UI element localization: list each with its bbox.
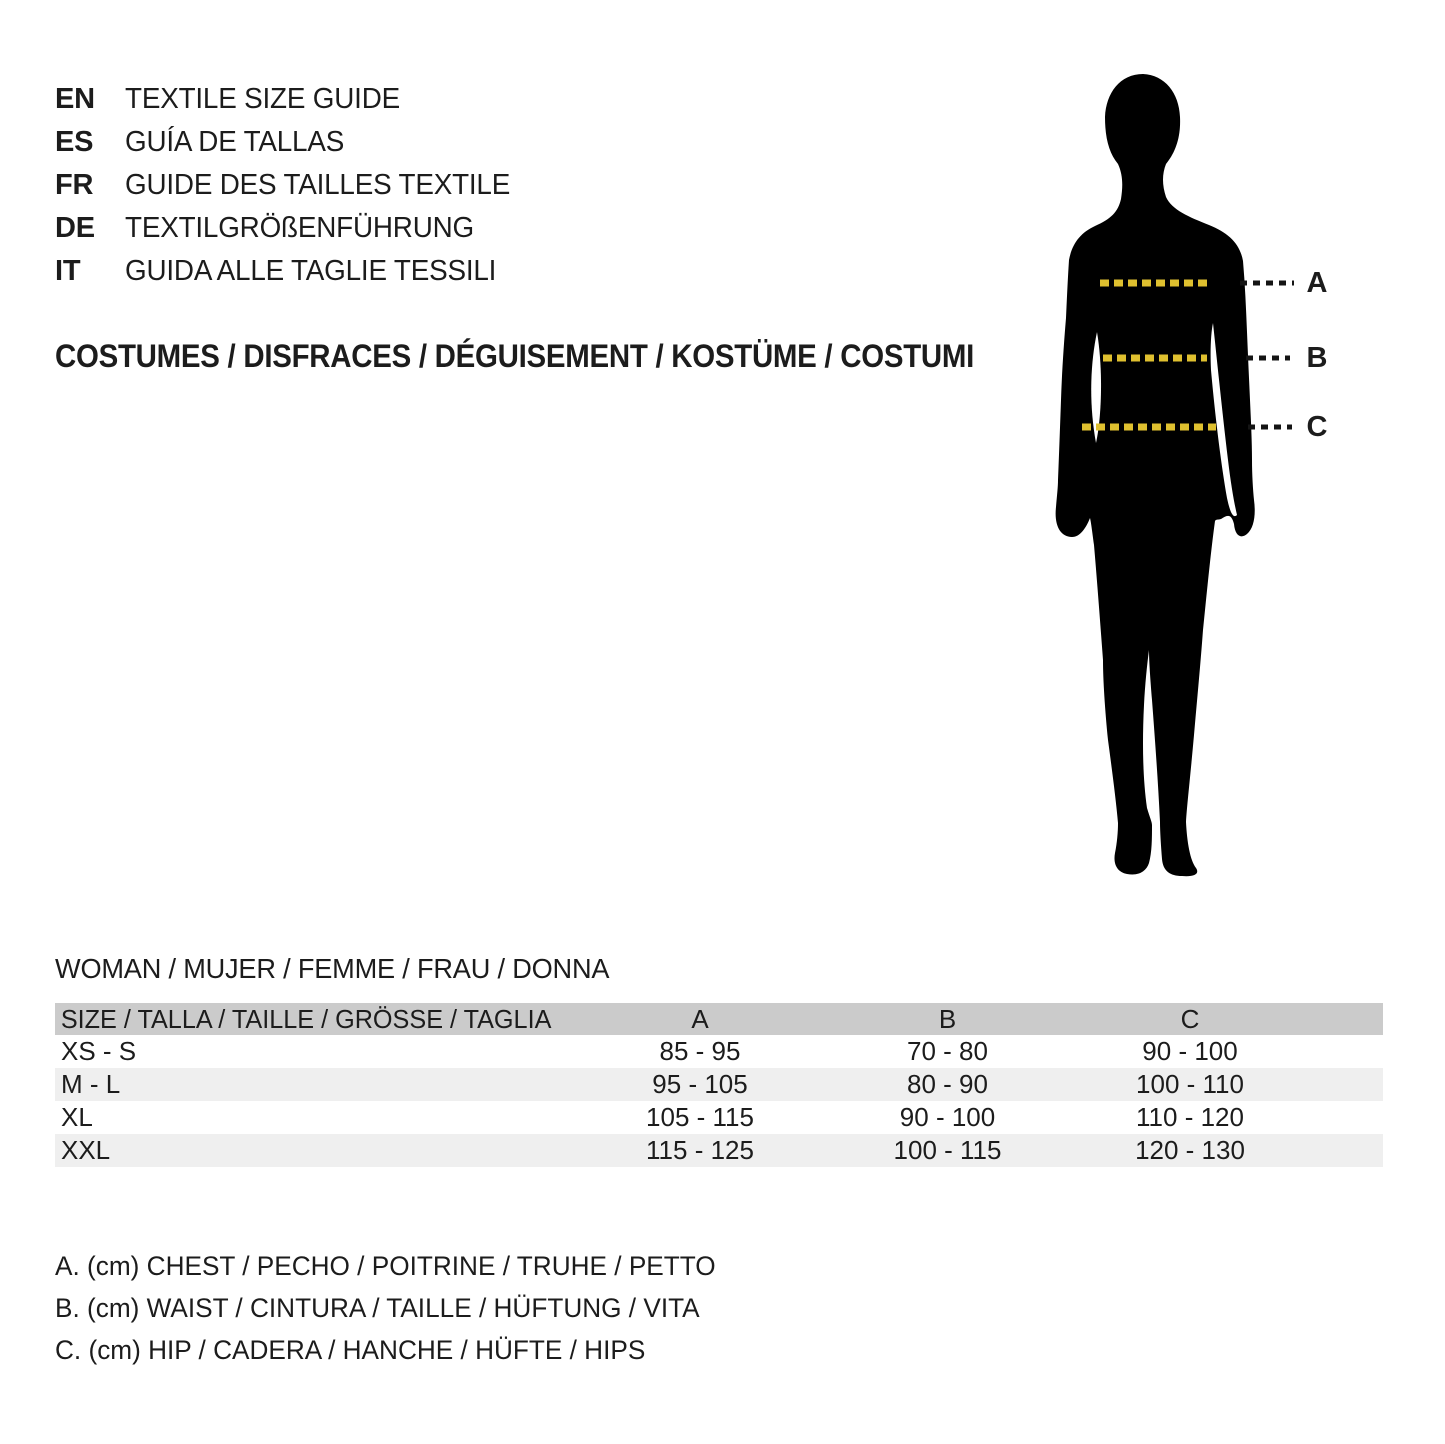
table-row-m-l — [55, 1068, 1383, 1101]
size-cell: XL — [61, 1102, 93, 1132]
hip-range: 120 - 130 — [1135, 1135, 1245, 1165]
waist-range: 80 - 90 — [907, 1069, 988, 1099]
column-header-a: A — [691, 1003, 709, 1034]
size-cell: XS - S — [61, 1036, 137, 1066]
size-column-header: SIZE / TALLA / TAILLE / GRÖSSE / TAGLIA — [60, 1003, 552, 1034]
size-table-header-row — [55, 1003, 1383, 1035]
column-header-c: C — [1180, 1003, 1200, 1034]
language-list — [55, 78, 526, 293]
legend-hip: C. (cm) HIP / CADERA / HANCHE / HÜFTE / HIPS — [55, 1335, 646, 1365]
waist-range: 70 - 80 — [907, 1036, 988, 1066]
measurement-legend — [55, 1250, 736, 1376]
chest-range: 95 - 105 — [652, 1069, 748, 1099]
section-heading: WOMAN / MUJER / FEMME / FRAU / DONNA — [55, 953, 610, 984]
category-heading: COSTUMES / DISFRACES / DÉGUISEMENT / KOSTÜME / COSTUMI — [55, 338, 975, 374]
column-header-b: B — [938, 1003, 957, 1034]
waist-range: 100 - 115 — [893, 1135, 1002, 1165]
chest-range: 85 - 95 — [659, 1036, 741, 1066]
legend-waist: B. (cm) WAIST / CINTURA / TAILLE / HÜFTUNG / VITA — [55, 1293, 700, 1323]
chest-range: 105 - 115 — [646, 1102, 754, 1132]
size-cell: XXL — [61, 1135, 111, 1165]
language-code: DE — [55, 212, 95, 244]
language-row-de — [55, 207, 526, 250]
language-row-it — [55, 250, 526, 293]
marker-b-label: B — [1306, 342, 1328, 374]
hip-range: 110 - 120 — [1136, 1102, 1244, 1132]
hip-range: 90 - 100 — [1142, 1036, 1238, 1066]
measurement-figure — [1010, 60, 1440, 890]
language-title: GUIDE DES TAILLES TEXTILE — [125, 169, 511, 201]
language-code: EN — [55, 83, 95, 115]
language-row-es — [55, 121, 526, 164]
waist-range: 90 - 100 — [899, 1102, 996, 1132]
language-title: GUÍA DE TALLAS — [125, 126, 345, 158]
language-row-en — [55, 78, 526, 121]
language-row-fr — [55, 164, 526, 207]
legend-chest: A. (cm) CHEST / PECHO / POITRINE / TRUHE / PETTO — [55, 1251, 716, 1281]
language-code: IT — [55, 255, 81, 287]
marker-a-label: A — [1306, 267, 1328, 299]
chest-range: 115 - 125 — [646, 1135, 754, 1165]
marker-c-label: C — [1306, 411, 1328, 443]
language-title: GUIDA ALLE TAGLIE TESSILI — [125, 255, 497, 287]
language-title: TEXTILGRÖßENFÜHRUNG — [125, 212, 475, 244]
table-row-xxl — [55, 1134, 1383, 1167]
table-row-xs-s — [55, 1035, 1383, 1068]
size-cell: M - L — [61, 1069, 121, 1099]
hip-range: 100 - 110 — [1136, 1069, 1244, 1099]
size-table — [55, 1003, 1383, 1167]
language-title: TEXTILE SIZE GUIDE — [125, 83, 401, 115]
language-code: ES — [55, 126, 94, 158]
woman-silhouette-graphic — [1010, 60, 1440, 890]
language-code: FR — [55, 169, 94, 201]
table-row-xl — [55, 1101, 1383, 1134]
